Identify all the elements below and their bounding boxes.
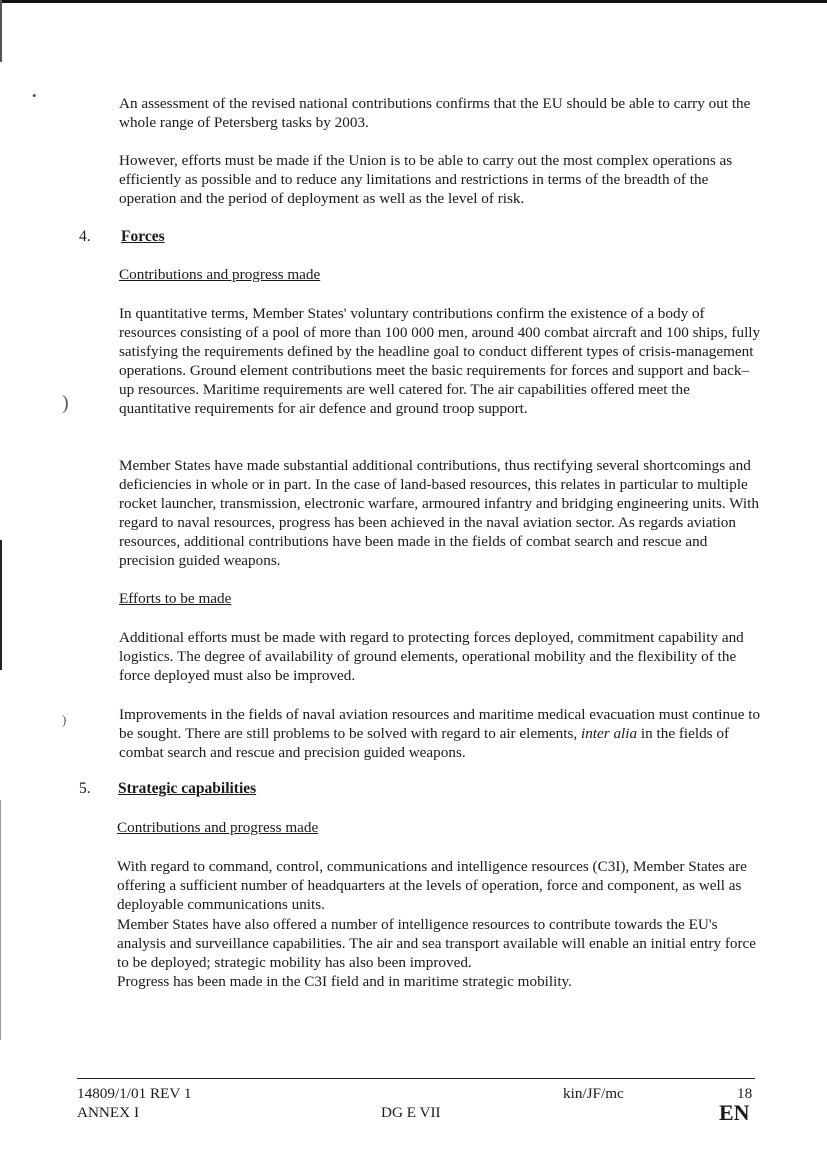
scan-speck: • [32,88,37,103]
paragraph-quantitative: In quantitative terms, Member States' voluntary contributions confirm the existence of a body of resources consisting of a pool of more than 100 000 men, around 400 combat aircraft and 100 ships, fully satisfying the requirements defined by the headline goal to conduct different types of crisis-management operations. Ground element contributions meet the basic requirements for forces and support and back–up resources. Maritime requirements are well catered for. The air capabilities offered meet the quantitative requirements for air defence and ground troop support. [119,305,761,418]
footer-initials: kin/JF/mc [563,1085,624,1102]
paragraph-intelligence: Member States have also offered a number of intelligence resources to contribute towards the EU's analysis and surveillance capabilities. The air and sea transport available will enable an initial entry force to be deployed; strategic mobility has also been improved. [117,916,757,972]
paragraph-c3i: With regard to command, control, communications and intelligence resources (C3I), Member States are offering a sufficient number of headquarters at the levels of operation, force and component, as well as deployable communications units. [117,858,747,914]
footer-dg: DG E VII [381,1104,441,1121]
subheading-contributions: Contributions and progress made [119,266,321,283]
section-heading-strategic: Strategic capabilities [118,780,257,797]
footer-annex: ANNEX I [77,1104,140,1121]
subheading-efforts: Efforts to be made [119,590,232,607]
scan-speck: ) [62,392,69,414]
page-number: 18 [737,1085,753,1102]
italic-term: inter alia [580,725,638,743]
paragraph-progress: Progress has been made in the C3I field and in maritime strategic mobility. [117,973,572,990]
paragraph-improvements: Improvements in the fields of naval aviation resources and maritime medical evacuation must continue to be sought. There are still problems to be solved with regard to air elements, inter alia in the fields of combat search and rescue and precision guided weapons. [119,706,761,762]
section-number: 4. [79,228,91,245]
language-code: EN [719,1100,750,1125]
section-heading-forces: Forces [121,228,165,245]
subheading-contributions: Contributions and progress made [117,819,319,836]
footer-doc-ref: 14809/1/01 REV 1 [77,1085,192,1102]
paragraph-efforts: However, efforts must be made if the Union is to be able to carry out the most complex operations as efficiently as possible and to reduce any limitations and restrictions in terms of the breadth of the operation and the period of deployment as well as the level of risk. [119,152,733,208]
section-number: 5. [79,780,91,797]
footer-divider [77,1078,755,1079]
paragraph-assessment: An assessment of the revised national contributions confirms that the EU should be able to carry out the whole range of Petersberg tasks by 2003. [119,95,751,132]
scan-speck: ) [62,712,67,727]
paragraph-additional-efforts: Additional efforts must be made with regard to protecting forces deployed, commitment capability and logistics. The degree of availability of ground elements, operational mobility and the flexibility of the force deployed must also be improved. [119,629,744,685]
paragraph-additional-contributions: Member States have made substantial additional contributions, thus rectifying several shortcomings and deficiencies in whole or in part. In the case of land-based resources, this relates in particular to multiple rocket launcher, transmission, electronic warfare, armoured infantry and bridging engineering units. With regard to naval resources, progress has been achieved in the naval aviation sector. As regards aviation resources, additional contributions have been made in the fields of combat search and rescue and precision guided weapons. [119,457,759,570]
